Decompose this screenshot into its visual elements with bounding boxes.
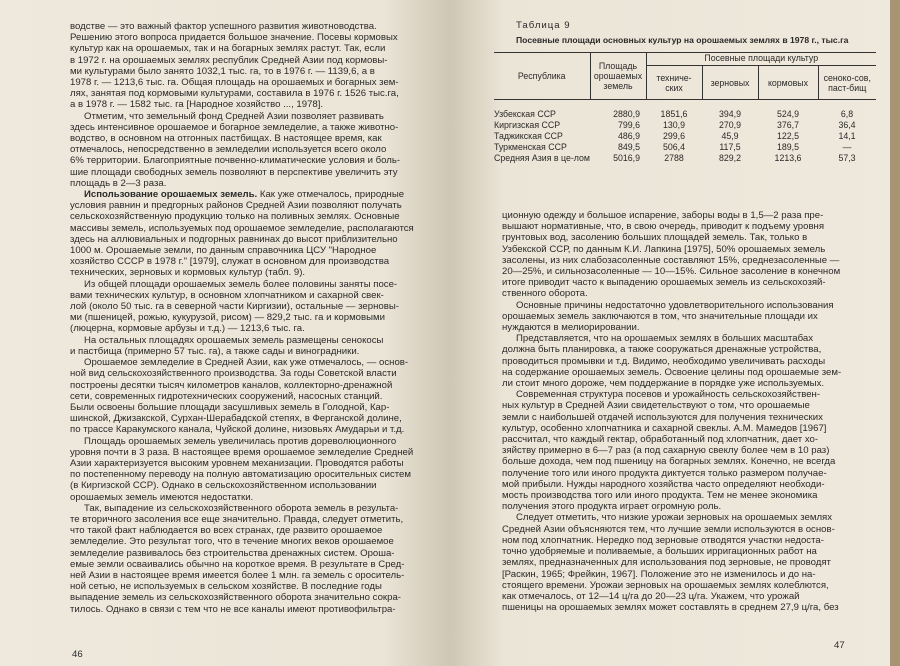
text-line: культур как на орошаемых, так и на богарных землях растут. Так, если — [70, 43, 386, 55]
text-line: водство, в основном на отгонных пастбищах. В настоящее время, как — [70, 133, 382, 145]
section-heading: Использование орошаемых земель. — [84, 189, 258, 201]
text-line: точно удобряемые и поливаемые, а больших ирригационных работ на — [502, 546, 817, 558]
text-line: Средней Азии объясняются тем, что лучшие земли используются в основ- — [502, 523, 835, 535]
table-header-row — [494, 53, 876, 66]
table-cell-grain: 394,9 — [718, 109, 741, 119]
table-row — [494, 142, 876, 153]
page-edge — [890, 0, 900, 666]
text-line: по постепенному переводу на полную автоматизацию оросительных систем — [70, 469, 411, 481]
text-line: по трассе Каракумского канала, Чуйской долине, низовьях Амударьи и т.д. — [70, 424, 405, 436]
text-line: технических, зерновых и кормовых культур (табл. 9). — [70, 267, 306, 279]
table-cell-hay: 14,1 — [838, 131, 856, 141]
text-line: проводиться промывки и т.д. Видимо, необходимо увеличивать расходы — [502, 355, 826, 367]
right-page — [450, 0, 900, 666]
table-cell-name: Таджикская ССР — [494, 131, 563, 141]
text-line: мой прибыли. Нужды народного хозяйства часто определяют необходи- — [502, 478, 825, 490]
table-cell-hay: — — [842, 142, 852, 152]
right-page-text — [502, 210, 868, 613]
text-line: шие площади свободных земель позволяют в перспективе увеличить эту — [70, 166, 398, 178]
text-line: рассчитал, что каждый гектар, обработанный под хлопчатник, дает хо- — [502, 434, 819, 446]
text-line: массивы земель, используемых под орошаемое земледелие, располагаются — [70, 222, 414, 234]
text-line: площадь в 2—3 раза. — [70, 177, 167, 189]
text-line: получения этого продукта играет огромную роль. — [502, 501, 722, 513]
text-line: мость производства того или иного продукта. Тем не менее экономика — [502, 490, 818, 502]
text-line: что такой факт наблюдается во всех странах, где развито орошаемое — [70, 525, 383, 537]
col-hay-header: сеноко-сов, паст-бищ — [823, 72, 871, 93]
table-cell-name: Средняя Азия в це-лом — [494, 153, 590, 163]
text-line: Были освоены большие площади засушливых земель в Голодной, Кар- — [70, 401, 390, 413]
text-line: больше дохода, чем под пшеницу на богарных землях. Конечно, не всегда — [502, 456, 836, 468]
text-line: ных культур в Средней Азии свидетельствуют о том, что орошаемые — [502, 400, 810, 412]
text-line: земледелие развивалось без строительства дренажных систем. Ороша- — [70, 547, 395, 559]
text-line: 20—25%, и сильнозасоленные — 10—15%. Сильное засоление в конечном — [502, 266, 841, 278]
table-row — [494, 131, 876, 142]
table-cell-technical: 506,4 — [662, 142, 685, 152]
col-grain-header: зерновых — [710, 77, 750, 88]
text-line: Представляется, что на орошаемых землях в больших масштабах — [516, 333, 814, 345]
text-line: построены десятки тысяч километров каналов, коллекторно-дренажной — [70, 379, 393, 391]
table-caption: Посевные площади основных культур на орошаемых землях в 1978 г., тыс.га — [516, 35, 849, 45]
text-line: на содержание орошаемых земель. Освоение целины под орошаемые зем- — [502, 366, 842, 378]
col-fodder-header: кормовых — [767, 77, 809, 88]
text-line: пшеницы на орошаемых землях может составлять в среднем 27,9 ц/га, без — [502, 602, 839, 614]
table-cell-area: 486,9 — [617, 131, 640, 141]
text-line: культур, особенно хлопчатника и сахарной свеклы. А.М. Мамедов [1967] — [502, 422, 827, 434]
text-line: отмечалось, непосредственно в земледелии используется всего около — [70, 144, 387, 156]
text-line: ственного оборота. — [502, 288, 588, 300]
text-line: 1000 м. Орошаемые земли, по данным справочника ЦСУ "Народное — [70, 245, 377, 257]
text-line: а в 1978 г. — 1582 тыс. га [Народное хозяйство ..., 1978]. — [70, 99, 324, 111]
text-line: получение того или иного продукта диктуется только размером получае- — [502, 467, 827, 479]
right-page-number: 47 — [834, 640, 845, 651]
table-label: Таблица 9 — [516, 20, 571, 31]
table-cell-grain: 45,9 — [721, 131, 739, 141]
table-cell-name: Туркменская ССР — [494, 142, 567, 152]
table-cell-name: Узбекская ССР — [494, 109, 556, 119]
text-line: водстве — это важный фактор успешного развития животноводства. — [70, 21, 377, 32]
crop-area-table — [494, 52, 876, 164]
text-line: хозяйство СССР в 1978 г." [1979], служат в основном для производства — [70, 256, 390, 268]
text-line: емые земли осваивались обычно на короткое время. В результате в Сред- — [70, 558, 405, 570]
col-republic-header: Республика — [517, 71, 566, 81]
text-line: как отмечалось, от 12—14 ц/га до 20—23 ц/га. Укажем, что урожай — [502, 590, 800, 602]
text-line: зяйству примерно в 6—7 раз (а под сахарную свеклу более чем в 10 раз) — [502, 445, 830, 457]
text-line: ми (пшеницей, рожью, кукурузой, рисом) — 829,2 тыс. га и кормовыми — [70, 312, 385, 324]
table-cell-fodder: 189,5 — [776, 142, 799, 152]
text-line: Отметим, что земельный фонд Средней Азии позволяет развивать — [84, 110, 384, 122]
text-line: Площадь орошаемых земель увеличилась против дореволюционного — [84, 435, 397, 447]
text-line: (люцерна, кормовые арбузы и т.д.) — 1213,6 тыс. га. — [70, 323, 305, 335]
text-line: На остальных площадях орошаемых земель размещены сенокосы — [84, 334, 384, 346]
text-line: условия равнин и предгорных районов Средней Азии позволяют получать — [70, 200, 402, 212]
text-line: орошаемых земель заключаются в том, что значительные площади их — [502, 310, 818, 322]
table-cell-hay: 36,4 — [838, 120, 856, 130]
text-line: 6% территории. Благоприятные почвенно-климатические условия и боль- — [70, 155, 401, 167]
table-cell-grain: 270,9 — [718, 120, 741, 130]
text-line: ней Азии в настоящее время имеется более 1 млн. га земель с ороситель- — [70, 569, 405, 581]
text-line: Следует отметить, что низкие урожаи зерновых на орошаемых землях — [516, 512, 833, 524]
table-cell-hay: 57,3 — [838, 153, 856, 163]
text-line: должна быть планировка, а также сооружаться дренажные устройства, — [502, 344, 822, 356]
table-cell-area: 849,5 — [617, 142, 640, 152]
text-line: Азии характеризуется высоким уровнем механизации. Проводятся работы — [70, 457, 404, 469]
text-line: Решению этого вопроса придается большое значение. Посевы кормовых — [70, 32, 398, 44]
text-line: нуждаются в мелиорировании. — [502, 322, 640, 334]
text-line: вышают нормативные, что, в свою очередь, приводит к подъему уровня — [502, 221, 825, 233]
text-line: ли стоит много дороже, чем поддержание в порядке уже используемых. — [502, 378, 825, 390]
table-cell-area: 5016,9 — [613, 153, 640, 163]
table-body — [494, 100, 876, 165]
text-line: Из общей площади орошаемых земель более половины заняты посе- — [84, 278, 398, 290]
text-line: Орошаемое земледелие в Средней Азии, как уже отмечалось, — основ- — [84, 357, 409, 369]
text-line: стоящего времени. Урожаи зерновых на орошаемых землях колеблются, — [502, 579, 829, 591]
table-cell-area: 799,6 — [617, 120, 640, 130]
text-line: выпадение земель из сельскохозяйственного оборота значительно сокра- — [70, 592, 401, 604]
text-line: ном под хлопчатник. Нередко под зерновые отводятся участки недоста- — [502, 534, 824, 546]
text-line: Современная структура посевов и урожайность сельскохозяйствен- — [516, 389, 821, 401]
table-cell-area: 2880,9 — [613, 109, 640, 119]
text-line: Основные причины недостаточно удовлетворительного использования — [516, 299, 834, 311]
left-page-text — [70, 21, 428, 615]
text-line: (в Киргизской ССР). Однако в сельскохозяйственном использовании — [70, 480, 377, 492]
table-cell-technical: 1851,6 — [660, 109, 688, 119]
text-line: и пастбища (примерно 57 тыс. га), а также сады и виноградники. — [70, 345, 360, 357]
text-line: ми культурами было занято 1032,1 тыс. га, то в 1976 г. — 1139,6, а в — [70, 65, 375, 77]
table-cell-grain: 829,2 — [718, 153, 741, 163]
table-cell-grain: 117,5 — [719, 142, 741, 152]
text-line: сельскохозяйственную продукцию только на поливных землях. Основные — [70, 211, 400, 223]
table-cell-technical: 299,6 — [662, 131, 685, 141]
table-cell-technical: 2788 — [664, 153, 684, 163]
text-line: уровня почти в 3 раза. В настоящее время орошаемое земледелие Средней — [70, 446, 414, 458]
table-cell-fodder: 376,7 — [776, 120, 799, 130]
col-technical-header: техниче-ских — [656, 72, 692, 93]
text-line: лях, занятая под кормовыми культурами, составила в 1976 г. 1526 тыс.га, — [70, 88, 399, 100]
text-line: земли с наибольшей отдачей используются для получения технических — [502, 411, 823, 423]
text-line: тилось. Однако в связи с тем что не все каналы имеют противофильтра- — [70, 603, 396, 615]
text-line: 1978 г. — 1213,6 тыс. га. Общая площадь на орошаемых и богарных зем- — [70, 77, 399, 89]
text-line: земледелие. Это результат того, что в течение многих веков орошаемое — [70, 536, 394, 548]
text-line: орошаемых земель имеются недостатки. — [70, 491, 254, 503]
text-line: вами технических культур, в основном хлопчатником и сахарной свек- — [70, 289, 384, 301]
text-line: ционную одежду и большое испарение, заборы воды в 1,5—2 раза пре- — [502, 210, 824, 221]
col-group-header: Посевные площади культур — [704, 53, 819, 63]
table-row — [494, 120, 876, 131]
text-line: здесь интенсивное орошаемое и богарное земледелие, а также животно- — [70, 121, 399, 133]
text-line: лой (около 50 тыс. га в северной части Киргизии), остальные — зерновы- — [70, 301, 399, 313]
table-cell-name: Киргизская ССР — [494, 120, 561, 130]
table-cell-fodder: 524,9 — [776, 109, 799, 119]
text-line: землях, предназначенных для использования под зерновые, не проводят — [502, 557, 831, 569]
text-line: в 1972 г. на орошаемых землях республик Средней Азии под кормовы- — [70, 54, 388, 66]
text-line: ной сетью, не используемых в сельском хозяйстве. В последние годы — [70, 581, 382, 593]
table-row — [494, 153, 876, 164]
text-line: здесь на аллювиальных и подгорных равнинах до высот приблизительно — [70, 233, 398, 245]
text-line: сети, современных гидротехнических сооружений, насосных станций. — [70, 390, 383, 402]
text-line: засолены, из них слабозасоленные составляют 15%, среднезасоленные — — [502, 254, 840, 266]
text-line: ной вид сельскохозяйственного производства. За годы Советской власти — [70, 368, 397, 380]
table-cell-hay: 6,8 — [840, 109, 854, 119]
table-cell-technical: 130,9 — [662, 120, 685, 130]
table-row — [494, 100, 876, 121]
table-cell-fodder: 1213,6 — [774, 153, 802, 163]
text-line: итоге приводит часто к выпадению орошаемых земель из сельскохозяй- — [502, 277, 826, 289]
text-line: шинской, Джизакской, Сурхан-Шерабадской степях, в Ферганской долине, — [70, 413, 402, 425]
text-line: Использование орошаемых земель. Как уже отмечалось, природные — [84, 189, 405, 201]
text-line: [Раскин, 1965; Фрейкин, 1967]. Положение это не изменилось и до на- — [502, 568, 816, 580]
text-line: Так, выпадение из сельскохозяйственного оборота земель в результа- — [84, 502, 399, 514]
left-page-number: 46 — [72, 649, 83, 660]
text-line: грунтовых вод, засолению больших площадей земель. Так, только в — [502, 232, 808, 244]
text-line: Узбекской ССР, по данным К.И. Лапкина [1975], 50% орошаемых земель — [502, 243, 826, 255]
text-line: те вторичного засоления все еще значительно. Правда, следует отметить, — [70, 513, 404, 525]
col-area-header: Площадь орошаемых земель — [593, 61, 643, 91]
table-cell-fodder: 122,5 — [776, 131, 799, 141]
